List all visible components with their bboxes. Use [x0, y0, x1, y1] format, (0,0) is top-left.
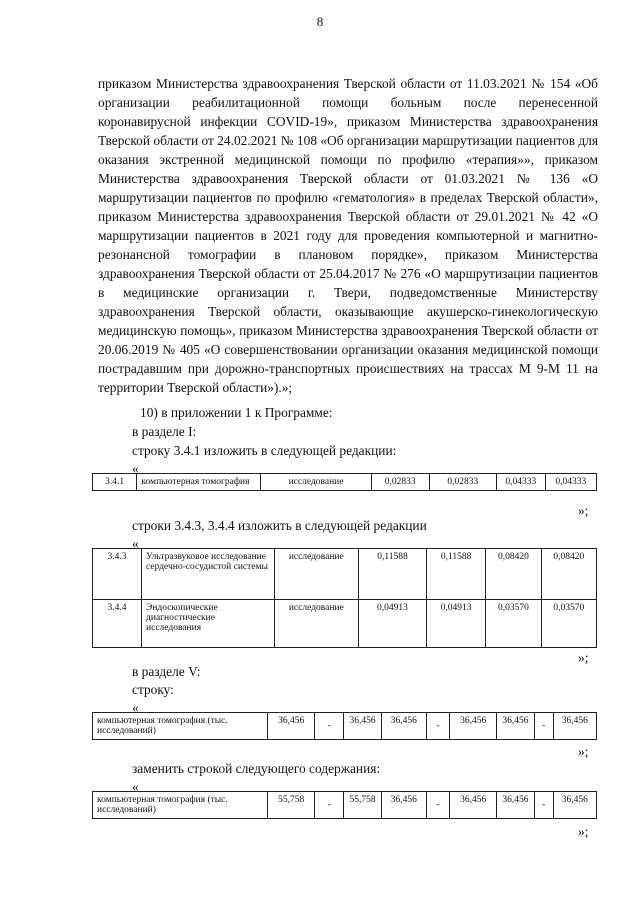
cell-c8: - — [534, 713, 553, 740]
close-quote-4: »; — [578, 824, 589, 839]
close-quote-3: »; — [578, 744, 589, 759]
cell-name: компьютерная томография — [137, 474, 261, 491]
cell-v2: 0,11588 — [426, 549, 485, 600]
cell-v1: 0,11588 — [359, 549, 427, 600]
cell-code: 3.4.4 — [93, 600, 142, 648]
open-quote-2: « — [132, 536, 139, 551]
table-section-5-old — [92, 712, 597, 740]
cell-c4: 36,456 — [381, 792, 426, 819]
table-row-3-4-1 — [92, 473, 597, 491]
cell-v4: 0,04333 — [545, 474, 596, 491]
cell-c7: 36,456 — [497, 713, 534, 740]
section-1-heading: в разделе I: — [132, 424, 197, 439]
table-row — [93, 474, 597, 491]
paragraph-orders: приказом Министерства здравоохранения Тверской области от 11.03.2021 № 154 «Об организации реабилитационной помощи больным после перенесенной коронавирусной инфекции COVID-19», приказом Министерства здравоохранения Тверской области от 24.02.2021 № 108 «Об организации маршрутизации пациентов для оказания экстренной медицинской помощи по профилю «терапия»», приказом Министерства здравоохранения Тверской области от 01.03.2021 № 136 «О маршрутизации пациентов по профилю «гематология» в пределах Тверской области», приказом Министерства здравоохранения Тверской области от 29.01.2021 № 42 «О маршрутизации пациентов в 2021 году для проведения компьютерной и магнитно-резонансной томографии в плановом порядке», приказом Министерства здравоохранения Тверской области от 25.04.2017 № 276 «О маршрутизации пациентов в медицинские организации г. Твери, подведомственные Министерству здравоохранения Тверской области, оказывающие акушерско-гинекологическую медицинскую помощь», приказом Министерства здравоохранения Тверской области от 20.06.2019 № 405 «О совершенствовании организации оказания медицинской помощи пострадавшим при дорожно-транспортных происшествиях на трассах М 9-М 11 на территории Тверской области»).»; — [98, 76, 599, 395]
cell-c7: 36,456 — [497, 792, 534, 819]
section-5-heading: в разделе V: — [132, 664, 201, 679]
cell-c1: 36,456 — [268, 713, 315, 740]
table-rows-3-4-3-4 — [92, 548, 597, 648]
cell-v1: 0,02833 — [371, 474, 429, 491]
close-quote-2: »; — [578, 650, 589, 665]
cell-c6: 36,456 — [450, 792, 497, 819]
open-quote-4: « — [132, 779, 139, 794]
table-row — [93, 600, 597, 648]
cell-v4: 0,03570 — [541, 600, 596, 648]
table-row — [93, 713, 597, 740]
cell-c9: 36,456 — [553, 792, 596, 819]
item-10: 10) в приложении 1 к Программе: — [140, 405, 333, 420]
cell-c2: - — [315, 713, 344, 740]
close-quote-1: »; — [578, 503, 589, 518]
cell-c5: - — [426, 713, 449, 740]
table-section-5-new — [92, 791, 597, 819]
open-quote-3: « — [132, 700, 139, 715]
instruction-row-3-4-1: строку 3.4.1 изложить в следующей редакции: — [132, 443, 397, 458]
cell-c1: 55,758 — [268, 792, 315, 819]
cell-unit: исследование — [274, 600, 359, 648]
cell-v3: 0,03570 — [486, 600, 541, 648]
table-row — [93, 792, 597, 819]
cell-c8: - — [534, 792, 553, 819]
main-paragraph — [98, 74, 598, 397]
instruction-row: строку: — [132, 682, 174, 697]
cell-v3: 0,04333 — [496, 474, 545, 491]
cell-v4: 0,08420 — [541, 549, 596, 600]
cell-c9: 36,456 — [553, 713, 596, 740]
table-row — [93, 549, 597, 600]
cell-name: Ультразвуковое исследование сердечно-сосудистой системы — [142, 549, 275, 600]
cell-c3: 36,456 — [344, 713, 381, 740]
cell-v2: 0,02833 — [429, 474, 496, 491]
cell-c6: 36,456 — [450, 713, 497, 740]
cell-code: 3.4.3 — [93, 549, 142, 600]
cell-v2: 0,04913 — [426, 600, 485, 648]
cell-c4: 36,456 — [381, 713, 426, 740]
cell-name: Эндоскопические диагностические исследования — [142, 600, 275, 648]
cell-c5: - — [426, 792, 449, 819]
instruction-rows-3-4-3-4: строки 3.4.3, 3.4.4 изложить в следующей редакции — [132, 518, 427, 533]
cell-v3: 0,08420 — [486, 549, 541, 600]
cell-name: компьютерная томография (тыс. исследований) — [93, 713, 268, 740]
open-quote-1: « — [132, 461, 139, 476]
cell-unit: исследование — [274, 549, 359, 600]
cell-v1: 0,04913 — [359, 600, 427, 648]
cell-code: 3.4.1 — [93, 474, 137, 491]
cell-c2: - — [315, 792, 344, 819]
cell-c3: 55,758 — [344, 792, 381, 819]
replace-instruction: заменить строкой следующего содержания: — [132, 761, 381, 776]
cell-name: компьютерная томография (тыс. исследований) — [93, 792, 268, 819]
page-number: 8 — [316, 14, 324, 29]
cell-unit: исследование — [261, 474, 371, 491]
